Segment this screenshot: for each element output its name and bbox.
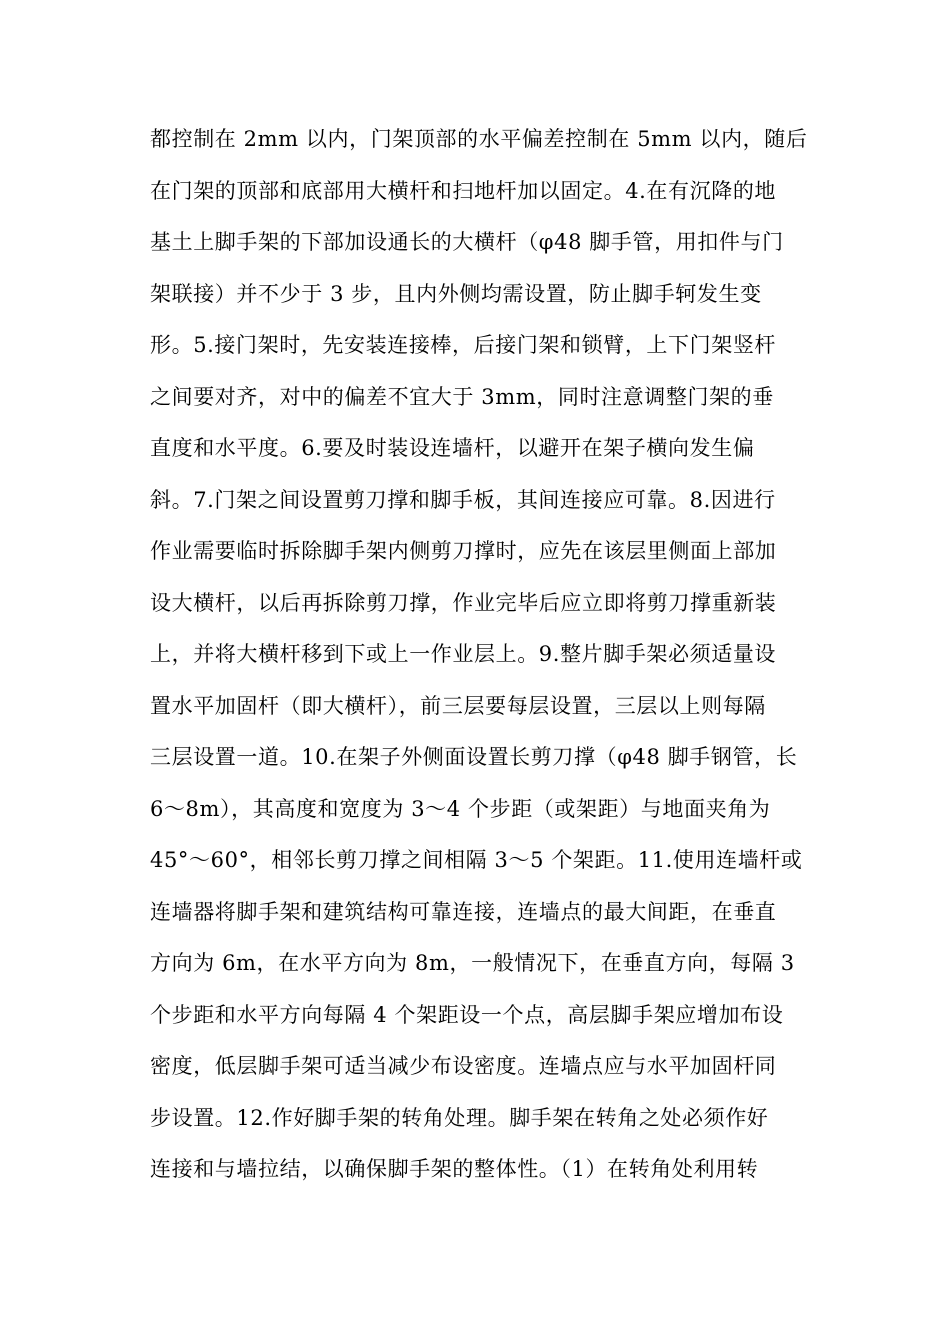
text-line: 连接和与墙拉结，以确保脚手架的整体性。（1）在转角处利用转 — [150, 1157, 759, 1181]
body-text — [150, 114, 810, 1196]
text-line: 架联接）并不少于 3 步，且内外侧均需设置，防止脚手轲发生变 — [150, 281, 762, 306]
text-line: 6～8m），其高度和宽度为 3～4 个步距（或架距）与地面夹角为 — [150, 796, 771, 821]
text-line: 步设置。12.作好脚手架的转角处理。脚手架在转角之处必须作好 — [150, 1105, 769, 1130]
text-line: 个步距和水平方向每隔 4 个架距设一个点，高层脚手架应增加布设 — [150, 1002, 784, 1027]
text-line: 置水平加固杆（即大横杆），前三层要每层设置，三层以上则每隔 — [150, 693, 766, 718]
text-line: 在门架的顶部和底部用大横杆和扫地杆加以固定。4.在有沉降的地 — [150, 178, 777, 203]
text-line: 作业需要临时拆除脚手架内侧剪刀撑时，应先在该层里侧面上部加 — [150, 539, 777, 563]
text-line: 连墙器将脚手架和建筑结构可靠连接，连墙点的最大间距，在垂直 — [150, 899, 777, 924]
text-line: 45°～60°，相邻长剪刀撑之间相隔 3～5 个架距。11.使用连墙杆或 — [150, 848, 803, 872]
text-line: 形。5.接门架时，先安装连接棒，后接门架和锁臂，上下门架竖杆 — [150, 333, 777, 357]
text-line: 设大横杆，以后再拆除剪刀撑，作业完毕后应立即将剪刀撑重新装 — [150, 590, 777, 615]
text-line: 都控制在 2mm 以内，门架顶部的水平偏差控制在 5mm 以内，随后 — [150, 127, 808, 151]
text-line: 斜。7.门架之间设置剪刀撑和脚手板，其间连接应可靠。8.因进行 — [150, 487, 776, 512]
text-line: 密度，低层脚手架可适当减少布设密度。连墙点应与水平加固杆同 — [150, 1054, 777, 1078]
text-line: 基土上脚手架的下部加设通长的大横杆（φ48 脚手管，用扣件与门 — [150, 230, 784, 254]
text-line: 直度和水平度。6.要及时装设连墙杆，以避开在架子横向发生偏 — [150, 436, 755, 460]
text-line: 三层设置一道。10.在架子外侧面设置长剪刀撑（φ48 脚手钢管，长 — [150, 745, 798, 769]
text-line: 上，并将大横杆移到下或上一作业层上。9.整片脚手架必须适量设 — [150, 642, 777, 666]
text-line: 之间要对齐，对中的偏差不宜大于 3mm，同时注意调整门架的垂 — [150, 384, 774, 409]
text-line: 方向为 6m，在水平方向为 8m，一般情况下，在垂直方向，每隔 3 — [150, 951, 795, 975]
